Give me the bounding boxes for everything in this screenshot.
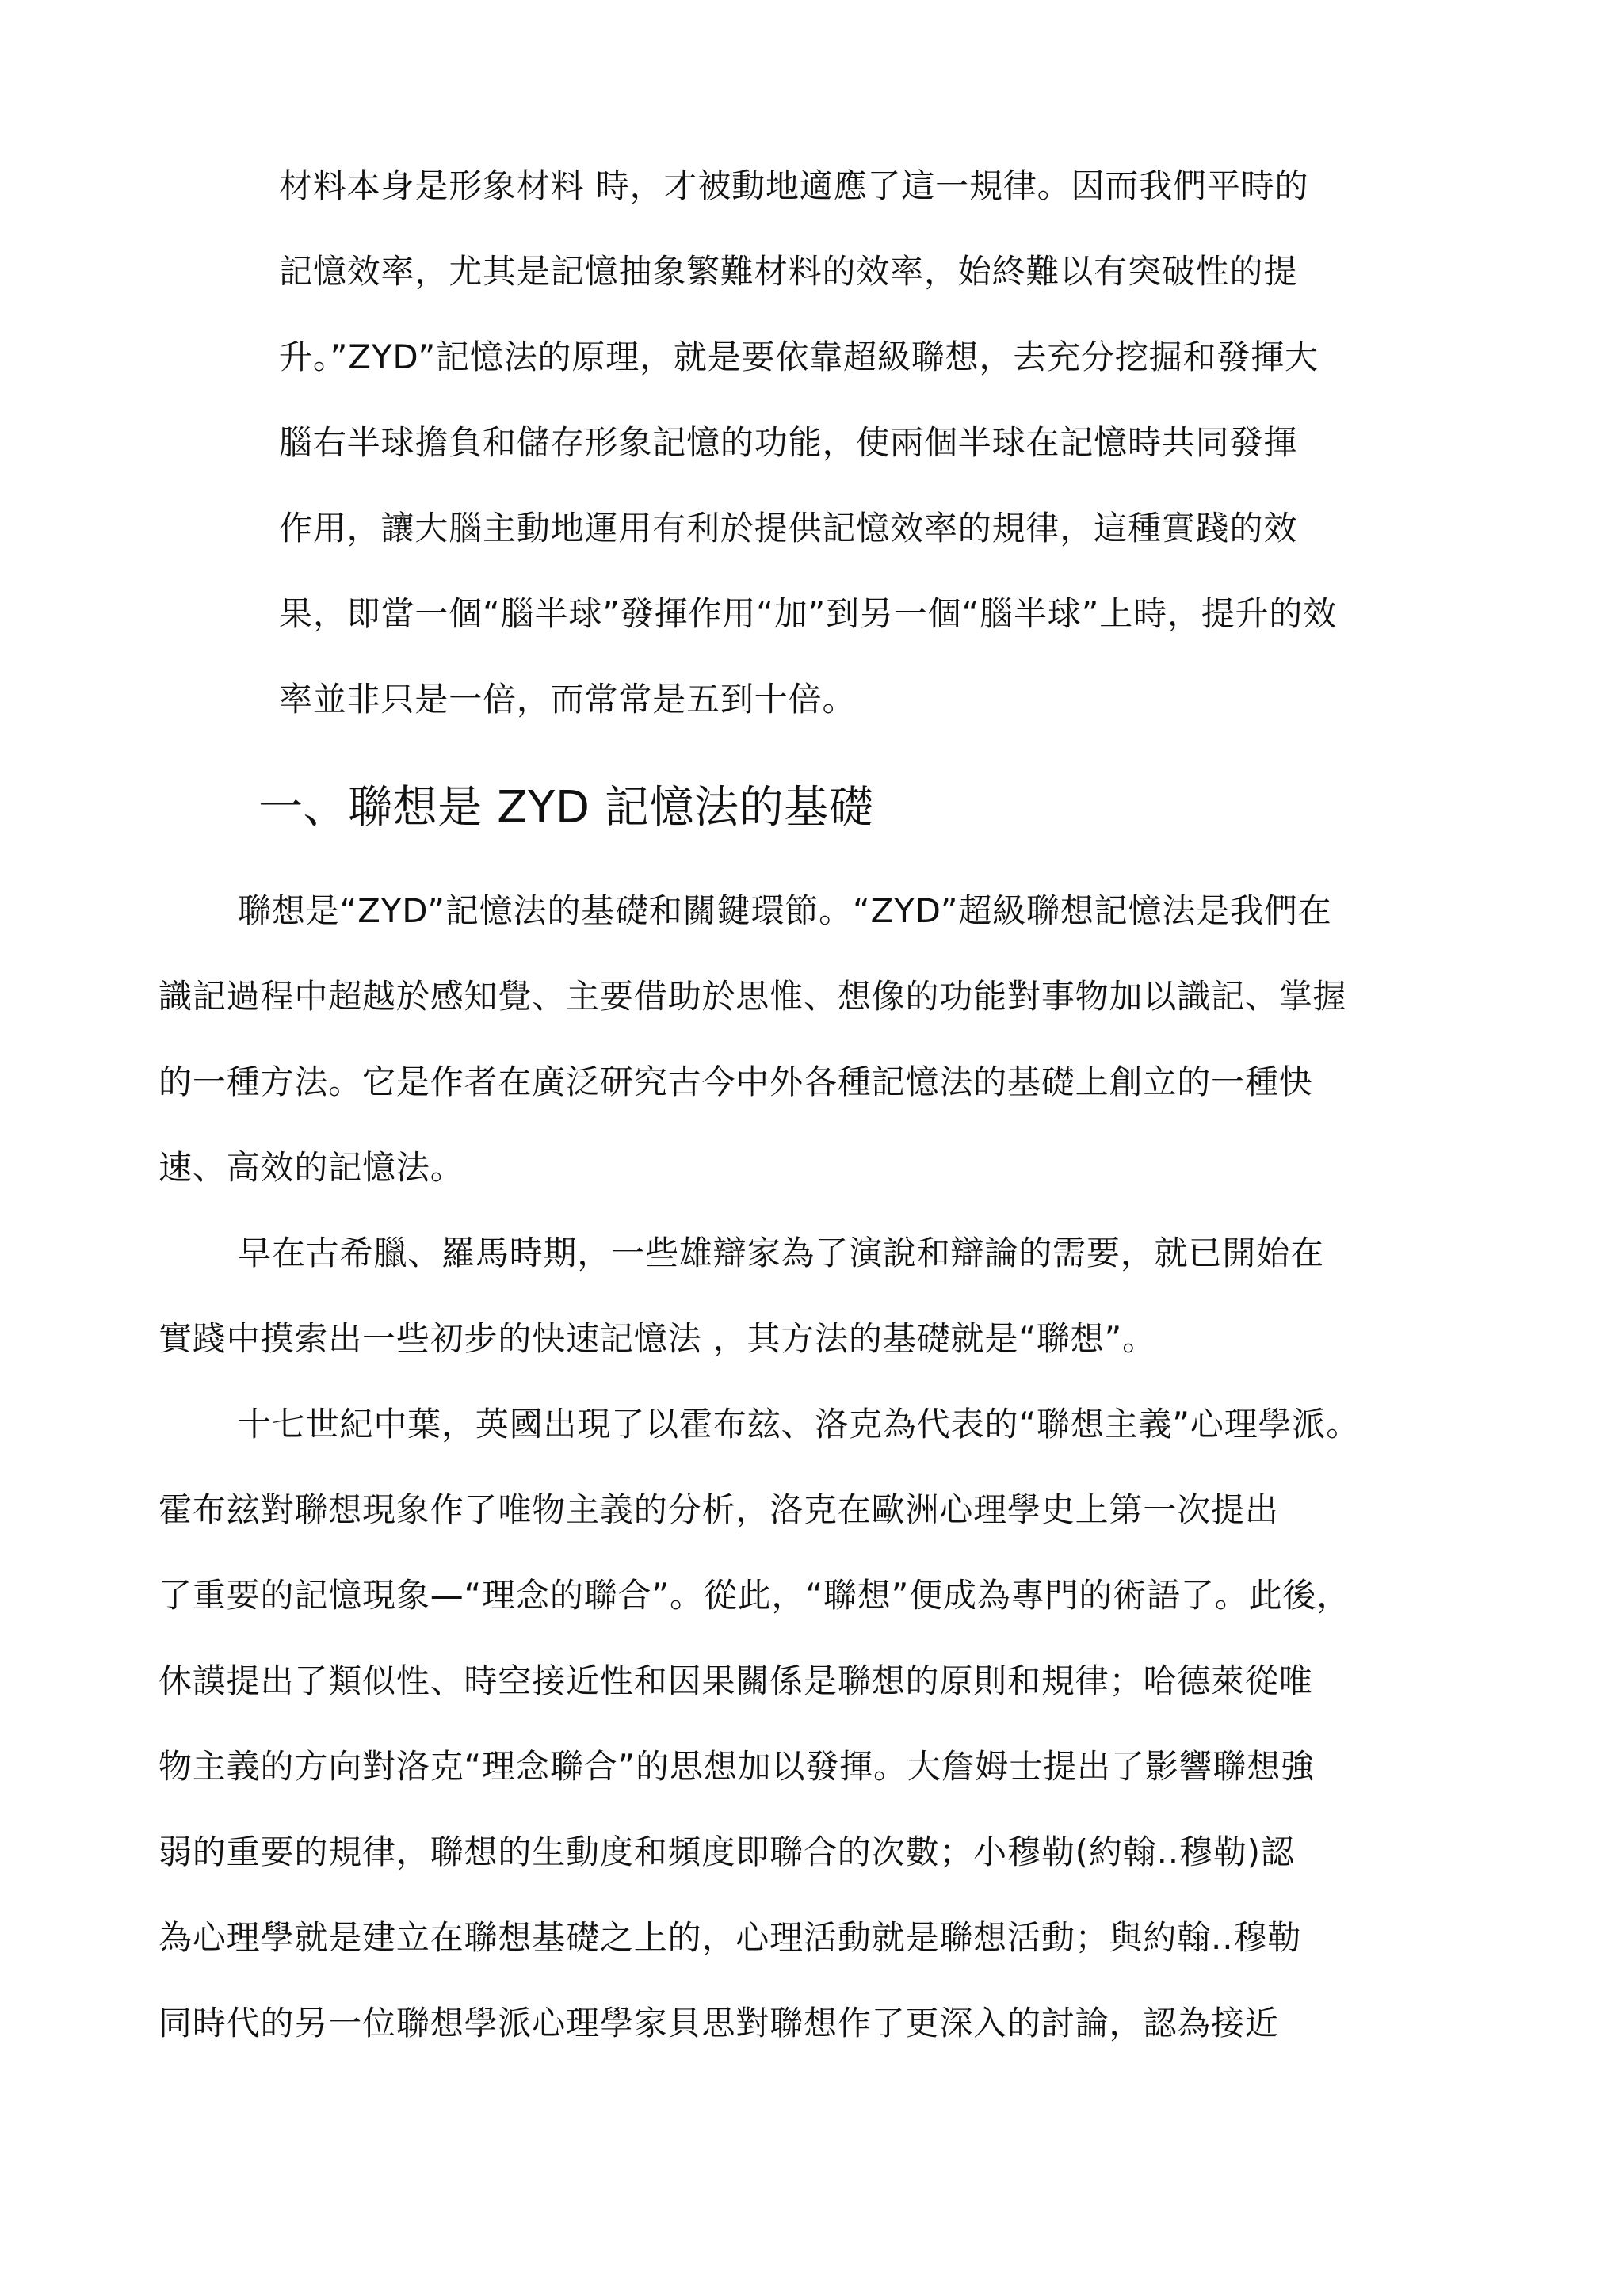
- paragraph-line: 實踐中摸索出一些初步的快速記憶法 ，其方法的基礎就是“聯想”。: [158, 1319, 1156, 1358]
- intro-line: 材料本身是形象材料 時，才被動地適應了這一規律。因而我們平時的: [279, 166, 1309, 205]
- paragraph-line: 聯想是“ZYD”記憶法的基礎和關鍵環節。“ZYD”超級聯想記憶法是我們在: [238, 891, 1332, 930]
- paragraph-line: 了重要的記憶現象—“理念的聯合”。從此，“聯想”便成為專門的術語了。此後，: [158, 1576, 1351, 1615]
- paragraph-line: 物主義的方向對洛克“理念聯合”的思想加以發揮。大詹姆士提出了影響聯想強: [158, 1747, 1315, 1786]
- intro-line: 作用，讓大腦主動地運用有利於提供記憶效率的規律，這種實踐的效: [279, 509, 1298, 547]
- intro-line: 升。”ZYD”記憶法的原理，就是要依靠超級聯想，去充分挖掘和發揮大: [279, 338, 1319, 376]
- paragraph-line: 早在古希臘、羅馬時期，一些雄辯家為了演說和辯論的需要，就已開始在: [238, 1234, 1324, 1272]
- paragraph-line: 弱的重要的規律，聯想的生動度和頻度即聯合的次數；小穆勒(約翰..穆勒)認: [158, 1833, 1295, 1871]
- paragraph-line: 十七世紀中葉，英國出現了以霍布玆、洛克為代表的“聯想主義”心理學派。: [238, 1405, 1361, 1444]
- intro-line: 記憶效率，尤其是記憶抽象繁難材料的效率，始終難以有突破性的提: [279, 252, 1298, 291]
- section-heading: 一、聯想是 ZYD 記憶法的基礎: [258, 782, 874, 833]
- paragraph-line: 的一種方法。它是作者在廣泛研究古今中外各種記憶法的基礎上創立的一種快: [158, 1062, 1313, 1101]
- intro-line: 果，即當一個“腦半球”發揮作用“加”到另一個“腦半球”上時，提升的效: [279, 594, 1338, 633]
- paragraph-line: 速、高效的記憶法。: [158, 1148, 464, 1187]
- paragraph-line: 識記過程中超越於感知覺、主要借助於思惟、想像的功能對事物加以識記、掌握: [158, 977, 1347, 1016]
- intro-line: 腦右半球擔負和儲存形象記憶的功能，使兩個半球在記憶時共同發揮: [279, 423, 1298, 462]
- paragraph-line: 同時代的另一位聯想學派心理學家貝思對聯想作了更深入的討論，認為接近: [158, 2004, 1279, 2042]
- paragraph-line: 霍布玆對聯想現象作了唯物主義的分析，洛克在歐洲心理學史上第一次提出: [158, 1490, 1279, 1529]
- paragraph-line: 為心理學就是建立在聯想基礎之上的，心理活動就是聯想活動；與約翰..穆勒: [158, 1918, 1302, 1957]
- intro-line: 率並非只是一倍，而常常是五到十倍。: [279, 680, 857, 719]
- paragraph-line: 休謨提出了類似性、時空接近性和因果關係是聯想的原則和規律；哈德萊從唯: [158, 1661, 1313, 1700]
